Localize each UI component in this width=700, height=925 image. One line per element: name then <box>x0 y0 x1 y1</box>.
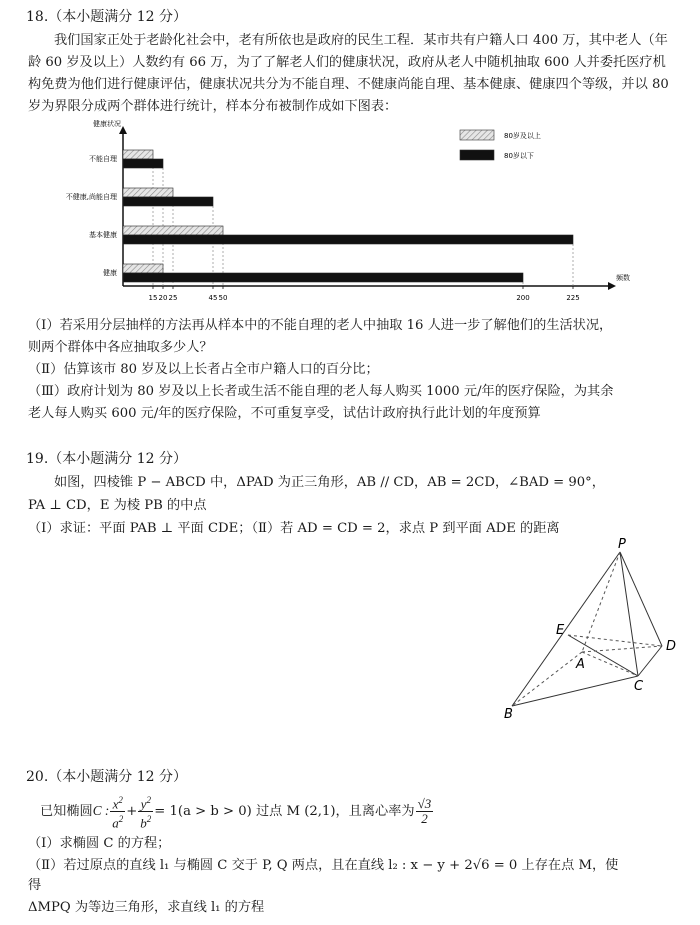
x-axis-arrow <box>608 282 616 290</box>
vertex-label-p: P <box>618 538 626 552</box>
q20-intro: 已知椭圆C : $\frac{x^2}{a^2}$ + $\frac{y^2}{b^2}$ = 1(a > b > 0) 过点 M (2,1)，且离心率为 $\frac{√3}{2}$ <box>40 794 432 831</box>
pyramid-figure <box>490 538 690 723</box>
x-tick-label: 25 <box>168 294 178 302</box>
legend-swatch <box>460 150 494 160</box>
legend-swatch <box>460 130 494 140</box>
q20-title: 20.（本小题满分 12 分） <box>26 769 187 785</box>
q18-part3-b: 老人每人购买 600 元/年的医疗保险，不可重复享受，试估计政府执行此计划的年度预算 <box>28 406 541 421</box>
legend-label: 80岁及以上 <box>504 132 541 140</box>
bar <box>123 273 523 282</box>
x-tick-label: 15 <box>148 294 158 302</box>
bar <box>123 159 163 168</box>
x-tick-label: 20 <box>158 294 168 302</box>
bar <box>123 235 573 244</box>
eccentricity-fraction: $\frac{√3}{2}$ <box>417 796 432 826</box>
q18-title: 18.（本小题满分 12 分） <box>26 9 187 25</box>
q19-line2: PA ⊥ CD，E 为棱 PB 的中点 <box>28 498 207 513</box>
vertex-label-a: A <box>576 657 585 672</box>
x-axis-title: 频数 <box>616 274 630 282</box>
bar <box>123 226 223 235</box>
vertex-label-b: B <box>504 707 513 722</box>
bar <box>123 150 153 159</box>
x-tick-label: 225 <box>566 294 580 302</box>
q18-part2: （Ⅱ）估算该市 80 岁及以上长者占全市户籍人口的百分比； <box>28 362 379 377</box>
category-label: 健康 <box>103 269 117 277</box>
q20-part2-b: 得 <box>28 878 42 893</box>
category-label: 不能自理 <box>89 155 117 163</box>
vertex-label-e: E <box>556 623 565 638</box>
legend-label: 80岁以下 <box>504 152 534 160</box>
fraction-y2-b2: $\frac{y^2}{b^2}$ <box>140 794 152 831</box>
q19-line1: 如图，四棱锥 P − ABCD 中，ΔPAD 为正三角形，AB // CD，AB = 2CD，∠BAD = 90°， <box>54 475 605 490</box>
vertex-label-d: D <box>666 639 677 654</box>
health-bar-chart <box>28 114 678 314</box>
category-label: 不健康,尚能自理 <box>65 193 117 201</box>
fraction-x2-a2: $\frac{x^2}{a^2}$ <box>112 794 124 831</box>
bar <box>123 264 163 273</box>
vertex-label-c: C <box>634 679 644 694</box>
q19-line3: （Ⅰ）求证：平面 PAB ⊥ 平面 CDE；（Ⅱ）若 AD = CD = 2，求点 P 到平面 ADE 的距离 <box>28 521 560 536</box>
q20-part2-c: ΔMPQ 为等边三角形，求直线 l₁ 的方程 <box>28 900 265 915</box>
q19-title: 19.（本小题满分 12 分） <box>26 451 187 467</box>
x-tick-label: 45 <box>208 294 218 302</box>
q18-body: 我们国家正处于老龄化社会中，老有所依也是政府的民生工程．某市共有户籍人口 400 万，其中老人（年龄 60 岁及以上）人数约有 66 万，为了了解老人们的健康状况，政府从老人中随机抽取 600 人并委托医疗机构免费为他们进行健康评估，健康状况共分为不能自理、不健康尚能自理、基本健康、健康四个等级，并以 80 岁为界限分成两个群体进行统计，样本分布被制作成如下图表： <box>28 33 669 114</box>
q18-part3-a: （Ⅲ）政府计划为 80 岁及以上长者或生活不能自理的老人每人购买 1000 元/年的医疗保险，为其余 <box>28 384 614 399</box>
y-axis-title: 健康状况 <box>93 120 121 128</box>
q20-part2-a: （Ⅱ）若过原点的直线 l₁ 与椭圆 C 交于 P, Q 两点，且在直线 l₂ : x − y + 2√6 = 0 上存在点 M，使 <box>28 858 619 873</box>
bar <box>123 197 213 206</box>
bar <box>123 188 173 197</box>
category-label: 基本健康 <box>89 231 117 239</box>
q20-part1: （Ⅰ）求椭圆 C 的方程； <box>28 836 171 851</box>
q18-part1-a: （Ⅰ）若采用分层抽样的方法再从样本中的不能自理的老人中抽取 16 人进一步了解他们的生活状况， <box>28 318 613 333</box>
x-tick-label: 50 <box>218 294 228 302</box>
x-tick-label: 200 <box>516 294 530 302</box>
q18-part1-b: 则两个群体中各应抽取多少人？ <box>28 340 213 355</box>
